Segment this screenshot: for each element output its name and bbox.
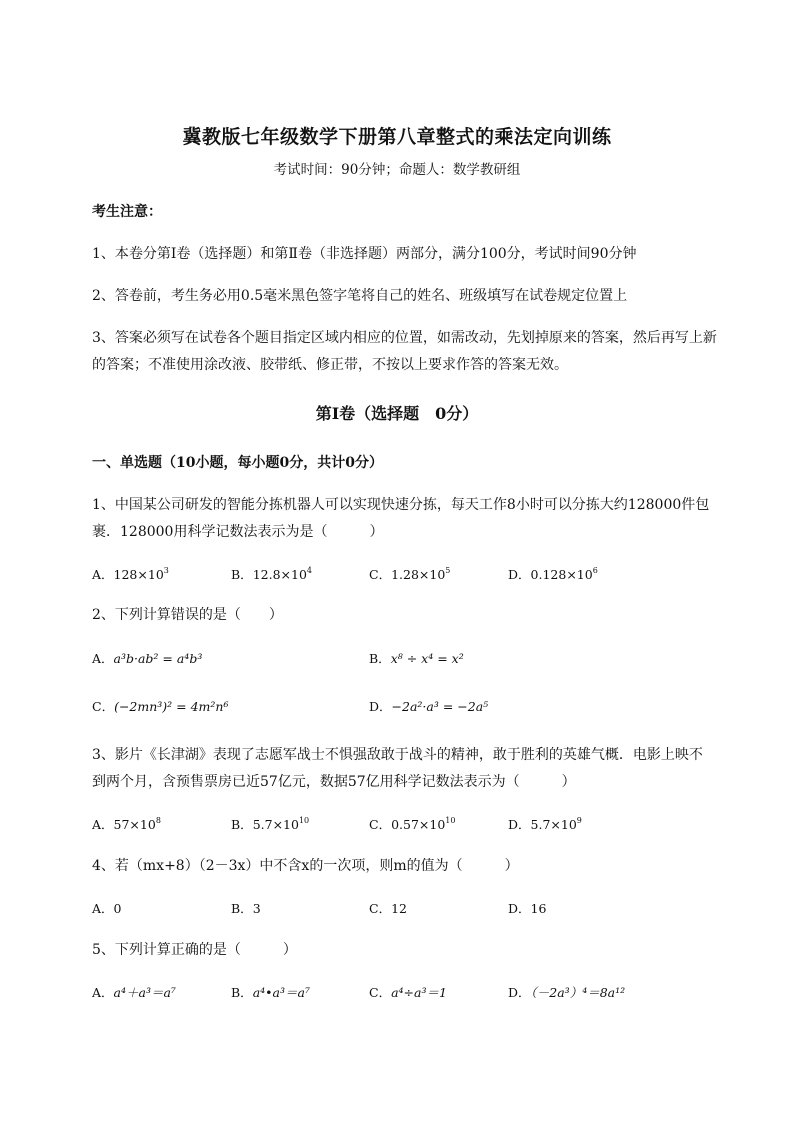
option-label: C．: [369, 817, 392, 832]
option-base: 1.28×10: [391, 567, 446, 582]
option-label: D．: [369, 699, 392, 714]
option-base: 0.128×10: [530, 567, 593, 582]
option-base: 5.7×10: [530, 817, 577, 832]
option-expression: a⁴÷a³＝1: [391, 985, 447, 1000]
q5-option-d[interactable]: [508, 983, 625, 1001]
question-4-stem: 4、若（mx+8）（2－3x）中不含x的一次项，则m的值为（ ）: [92, 858, 519, 874]
exam-subtitle: 考试时间：90分钟；命题人：数学教研组: [273, 162, 521, 178]
q4-option-c[interactable]: [369, 899, 407, 917]
question-1-stem-continued: 裹．128000用科学记数法表示为是（ ）: [92, 524, 384, 540]
option-label: A．: [92, 567, 114, 582]
option-label: C．: [92, 699, 115, 714]
option-exponent: 3: [163, 566, 169, 575]
note-item: 2、答卷前，考生务必用0.5毫米黑色签字笔将自己的姓名、班级填写在试卷规定位置上: [92, 288, 628, 304]
q1-option-b[interactable]: [231, 565, 312, 583]
q1-option-c[interactable]: [369, 565, 450, 583]
q1-option-d[interactable]: [508, 565, 598, 583]
option-text: 3: [252, 901, 261, 916]
option-base: 0.57×10: [391, 817, 446, 832]
option-base: 57×10: [113, 817, 156, 832]
q5-option-a[interactable]: [92, 983, 176, 1001]
option-text: 12: [391, 901, 407, 916]
option-label: A．: [92, 985, 114, 1000]
option-label: C．: [369, 567, 392, 582]
option-expression: x⁸ ÷ x⁴ = x²: [390, 651, 464, 666]
option-label: A．: [92, 651, 114, 666]
option-expression: a⁴＋a³＝a⁷: [113, 985, 176, 1000]
option-exponent: 4: [306, 566, 312, 575]
q3-option-c[interactable]: [369, 815, 455, 833]
option-label: D．: [508, 567, 531, 582]
section-title: 第Ⅰ卷（选择题 0分）: [315, 404, 479, 423]
option-label: C．: [369, 985, 392, 1000]
option-exponent: 6: [592, 566, 598, 575]
option-exponent: 10: [445, 816, 456, 825]
option-label: D．: [508, 901, 531, 916]
q1-option-a[interactable]: [92, 565, 169, 583]
question-1-stem: 1、中国某公司研发的智能分拣机器人可以实现快速分拣，每天工作8小时可以分拣大约128000件包: [92, 497, 710, 513]
q2-option-b[interactable]: [369, 649, 464, 667]
q5-option-c[interactable]: [369, 983, 447, 1001]
option-label: B．: [369, 651, 391, 666]
question-5-stem: 5、下列计算正确的是（ ）: [92, 942, 297, 958]
note-item-continued: 的答案；不准使用涂改液、胶带纸、修正带，不按以上要求作答的答案无效。: [92, 357, 568, 373]
option-expression: (−2mn³)² = 4m²n⁶: [114, 699, 229, 714]
q3-option-a[interactable]: [92, 815, 161, 833]
option-exponent: 8: [155, 816, 161, 825]
option-expression: a³b·ab² = a⁴b³: [113, 651, 203, 666]
option-label: B．: [231, 901, 253, 916]
q2-option-a[interactable]: [92, 649, 202, 667]
note-item: 3、答案必须写在试卷各个题目指定区域内相应的位置，如需改动，先划掉原来的答案，然后再写上新: [92, 330, 717, 346]
q4-option-d[interactable]: [508, 899, 546, 917]
option-expression: （－2a³）⁴＝8a¹²: [530, 985, 626, 1000]
question-3-stem: 3、影片《长津湖》表现了志愿军战士不惧强敌敢于战斗的精神，敢于胜利的英雄气概．电影上映不: [92, 747, 703, 763]
q2-option-d[interactable]: [369, 697, 488, 715]
q5-option-b[interactable]: [231, 983, 310, 1001]
q2-option-c[interactable]: [92, 697, 228, 715]
exam-title: 冀教版七年级数学下册第八章整式的乘法定向训练: [182, 126, 612, 148]
option-base: 12.8×10: [252, 567, 307, 582]
option-base: 128×10: [113, 567, 164, 582]
option-label: D．: [508, 817, 531, 832]
option-exponent: 10: [298, 816, 310, 825]
option-label: B．: [231, 817, 253, 832]
option-label: D．: [508, 985, 531, 1000]
option-text: 16: [530, 901, 547, 916]
question-2-stem: 2、下列计算错误的是（ ）: [92, 607, 283, 623]
option-exponent: 9: [576, 816, 582, 825]
question-3-stem-continued: 到两个月，含预售票房已近57亿元，数据57亿用科学记数法表示为（ ）: [92, 774, 576, 790]
q4-option-a[interactable]: [92, 899, 121, 917]
option-base: 5.7×10: [252, 817, 299, 832]
q4-option-b[interactable]: [231, 899, 261, 917]
option-label: C．: [369, 901, 392, 916]
option-exponent: 5: [445, 566, 451, 575]
option-expression: a⁴•a³＝a⁷: [252, 985, 310, 1000]
option-expression: −2a²·a³ = −2a⁵: [391, 699, 489, 714]
option-label: B．: [231, 567, 253, 582]
option-label: A．: [92, 901, 114, 916]
notes-heading: 考生注意：: [92, 204, 162, 220]
option-label: A．: [92, 817, 114, 832]
q3-option-d[interactable]: [508, 815, 582, 833]
option-label: B．: [231, 985, 253, 1000]
option-text: 0: [113, 901, 122, 916]
part-heading: 一、单选题（10小题，每小题0分，共计0分）: [92, 455, 383, 471]
note-item: 1、本卷分第Ⅰ卷（选择题）和第Ⅱ卷（非选择题）两部分，满分100分，考试时间90分钟: [92, 246, 637, 262]
q3-option-b[interactable]: [231, 815, 309, 833]
